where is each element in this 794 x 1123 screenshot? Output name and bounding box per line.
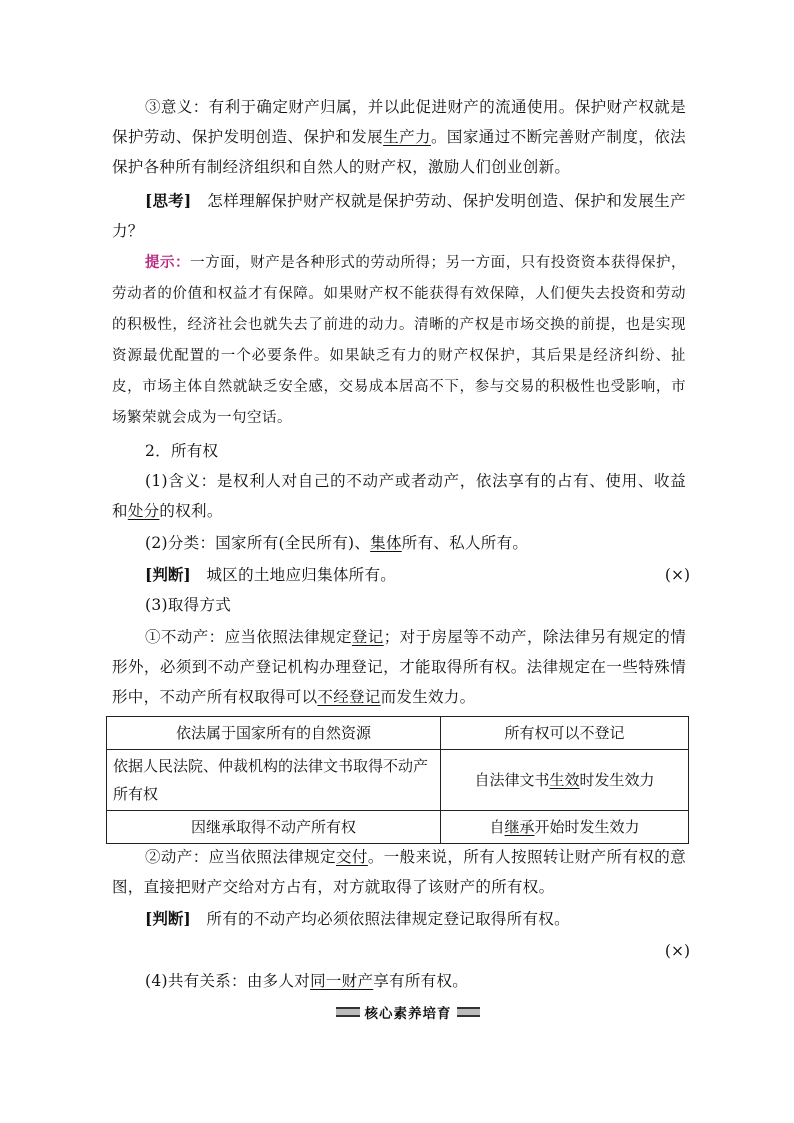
definition-text-end: 的权利。: [159, 502, 223, 520]
table-row: [107, 750, 689, 811]
table-cell: 所有权可以不登记: [441, 717, 689, 750]
heading-text: 2．所有权: [145, 442, 219, 460]
meaning-text-continued: 。国家通过不断完善财产制度，依法保护各种所有制经济组织和自然人的财产权，激励人们创业创新。: [112, 128, 686, 176]
table-cell: 依据人民法院、仲裁机构的法律文书取得不动产所有权: [107, 750, 441, 811]
coownership-text: (4)共有关系：由多人对: [145, 972, 311, 990]
movable-paragraph: [112, 842, 686, 902]
judge-paragraph-1: [112, 560, 592, 590]
classification-text-end: 所有、私人所有。: [401, 534, 529, 552]
underlined-term: 集体: [370, 534, 402, 552]
immovable-text-end: 而发生效力。: [380, 688, 476, 706]
judge-statement: 所有的不动产均必须依照法律规定登记取得所有权。: [206, 910, 570, 928]
acquisition-table: [106, 716, 689, 844]
movable-text: ②动产：应当依照法律规定: [145, 848, 336, 866]
underlined-term: 同一财产: [310, 972, 374, 990]
definition-text: (1)含义：是权利人对自己的不动产或者动产，依法享有的占有、使用、收益和: [112, 472, 686, 520]
banner-bar-right: [457, 1007, 481, 1017]
underlined-term: 生效: [549, 771, 580, 789]
cell-text: 自法律文书: [474, 771, 550, 789]
immovable-text-continued: ；对于房屋等不动产，除法律另有规定的情形外，必须到不动产登记机构办理登记，才能取得所有权。法律规定在一些特殊情形中，不动产所有权取得可以: [112, 628, 686, 706]
immovable-text: ①不动产：应当依照法律规定: [145, 628, 352, 646]
table-row: [107, 717, 689, 750]
cell-text: 时发生效力: [579, 771, 655, 789]
cell-text: 自: [489, 818, 505, 836]
banner-bar-left: [336, 1007, 360, 1017]
underlined-term: 处分: [127, 502, 160, 520]
cell-text: 开始时发生效力: [534, 818, 640, 836]
judge-paragraph-2: [112, 904, 686, 934]
judge-tag: [判断]: [145, 565, 191, 584]
underlined-term: 交付: [335, 848, 368, 866]
judge-statement: 城区的土地应归集体所有。: [206, 566, 397, 584]
table-row: [107, 811, 689, 844]
think-paragraph: [112, 186, 686, 246]
section-banner: [336, 1004, 480, 1020]
underlined-term: 生产力: [383, 128, 431, 146]
immovable-paragraph: [112, 622, 686, 712]
table-cell: [441, 750, 689, 811]
meaning-text: ③意义：有利于确定财产归属，并以此促进财产的流通使用。保护财产权就是保护劳动、保护发明创造、保护和发展: [112, 98, 686, 146]
think-tag: [思考]: [145, 191, 192, 210]
coownership-paragraph: [112, 966, 686, 996]
classification-text: (2)分类：国家所有(全民所有)、: [145, 534, 371, 552]
hint-paragraph: [112, 248, 686, 434]
table-cell: [441, 811, 689, 844]
underlined-term: 不经登记: [317, 688, 381, 706]
underlined-term: 登记: [351, 628, 384, 646]
hint-text: 一方面，财产是各种形式的劳动所得；另一方面，只有投资资本获得保护，劳动者的价值和权益才有保障。如果财产权不能获得有效保障，人们便失去投资和劳动的积极性，经济社会也就失去了前进的动力。清晰的产权是市场交换的前提，也是实现资源最优配置的一个必要条件。如果缺乏有力的财产权保护，其后果是经济纠纷、扯皮，市场主体自然就缺乏安全感，交易成本居高不下，参与交易的积极性也受影响，市场繁荣就会成为一句空话。: [112, 255, 687, 426]
think-question: 怎样理解保护财产权就是保护劳动、保护发明创造、保护和发展生产力？: [112, 192, 686, 240]
hint-label: 提示：: [145, 255, 191, 271]
meaning-paragraph: [112, 92, 686, 182]
table-cell: 因继承取得不动产所有权: [107, 811, 441, 844]
coownership-text-end: 享有所有权。: [373, 972, 469, 990]
movable-text-continued: 。一般来说，所有人按照转让财产所有权的意图，直接把财产交给对方占有，对方就取得了该财产的所有权。: [112, 848, 686, 896]
acquisition-heading: [112, 590, 686, 620]
classification-paragraph: [112, 528, 686, 558]
underlined-term: 继承: [504, 818, 535, 836]
judge-mark-1: (×): [664, 566, 690, 584]
definition-paragraph: [112, 466, 686, 526]
judge-tag: [判断]: [145, 909, 191, 928]
section-heading-ownership: [112, 436, 686, 466]
acquisition-text: (3)取得方式: [145, 596, 232, 614]
table-cell: 依法属于国家所有的自然资源: [107, 717, 441, 750]
banner-title: 核心素养培育: [363, 1002, 454, 1022]
judge-mark-2: (×): [664, 942, 690, 960]
